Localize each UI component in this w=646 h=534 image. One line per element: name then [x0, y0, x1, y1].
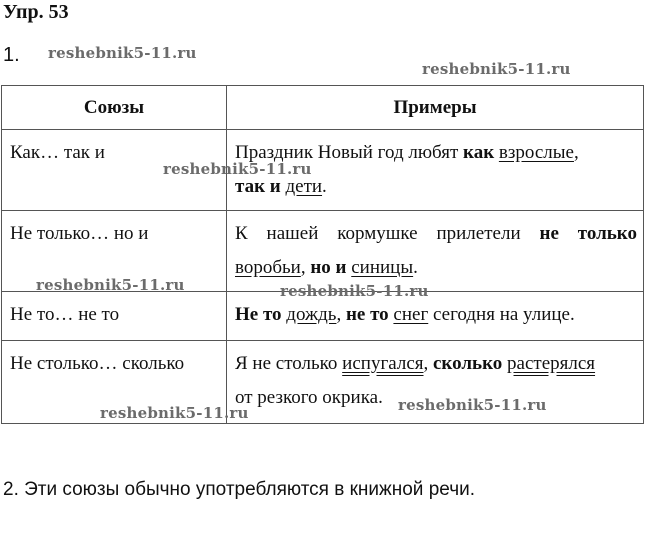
predicate-word: растерялся [507, 353, 596, 374]
subject-word: синицы [351, 257, 414, 278]
example-cell: Не то дождь, не то снег сегодня на улице. [235, 304, 575, 325]
conjunction-cell: Не только… но и [10, 223, 149, 244]
conjunction-bold: как [463, 142, 495, 163]
example-cell: Я не столько испугался, сколько растерялся от резкого окрика. [235, 353, 596, 408]
example-text: К нашей кормушке прилетели [235, 223, 540, 244]
table-row [2, 130, 644, 211]
conjunction-bold: сколько [433, 353, 503, 374]
conjunctions-table [1, 85, 644, 424]
watermark: reshebnik5-11.ru [398, 396, 547, 414]
subject-word: взрослые [498, 142, 574, 163]
predicate-word: снег [393, 304, 429, 325]
watermark: reshebnik5-11.ru [422, 60, 571, 78]
conjunction-bold: не только [539, 223, 637, 244]
conjunction-cell: Как… так и [10, 142, 105, 163]
conclusion-text: 2. Эти союзы обычно употребляются в книжной речи. [3, 479, 475, 500]
item-number: 1. [3, 44, 20, 66]
conjunction-bold: не то [345, 304, 389, 325]
watermark: reshebnik5-11.ru [36, 276, 185, 294]
example-text: от резкого окрика. [235, 387, 383, 408]
conjunction-bold: так и [235, 176, 281, 197]
watermark: reshebnik5-11.ru [100, 404, 249, 422]
example-text: Я не столько [235, 353, 343, 374]
watermark: reshebnik5-11.ru [48, 44, 197, 62]
header-conjunctions: Союзы [2, 86, 227, 130]
conjunction-cell: Не столько… сколько [10, 353, 185, 374]
watermark: reshebnik5-11.ru [163, 160, 312, 178]
example-cell: К нашей кормушке прилетели не только воробьи, но и синицы. [235, 223, 637, 278]
example-cell: Праздник Новый год любят как взрослые, так и дети. [235, 142, 579, 197]
header-examples: Примеры [227, 86, 644, 130]
conjunction-cell: Не то… не то [10, 304, 120, 325]
table-row [2, 341, 644, 424]
conjunction-bold: но и [310, 257, 347, 278]
table-header-row [2, 86, 644, 130]
exercise-title: Упр. 53 [3, 1, 69, 23]
subject-word: воробьи [235, 257, 301, 278]
watermark: reshebnik5-11.ru [280, 282, 429, 300]
predicate-word: испугался [342, 353, 424, 374]
conjunction-bold: Не то [235, 304, 282, 325]
subject-word: дети [285, 176, 323, 197]
example-text: Праздник Новый год любят [235, 142, 464, 163]
predicate-word: дождь [286, 304, 337, 325]
